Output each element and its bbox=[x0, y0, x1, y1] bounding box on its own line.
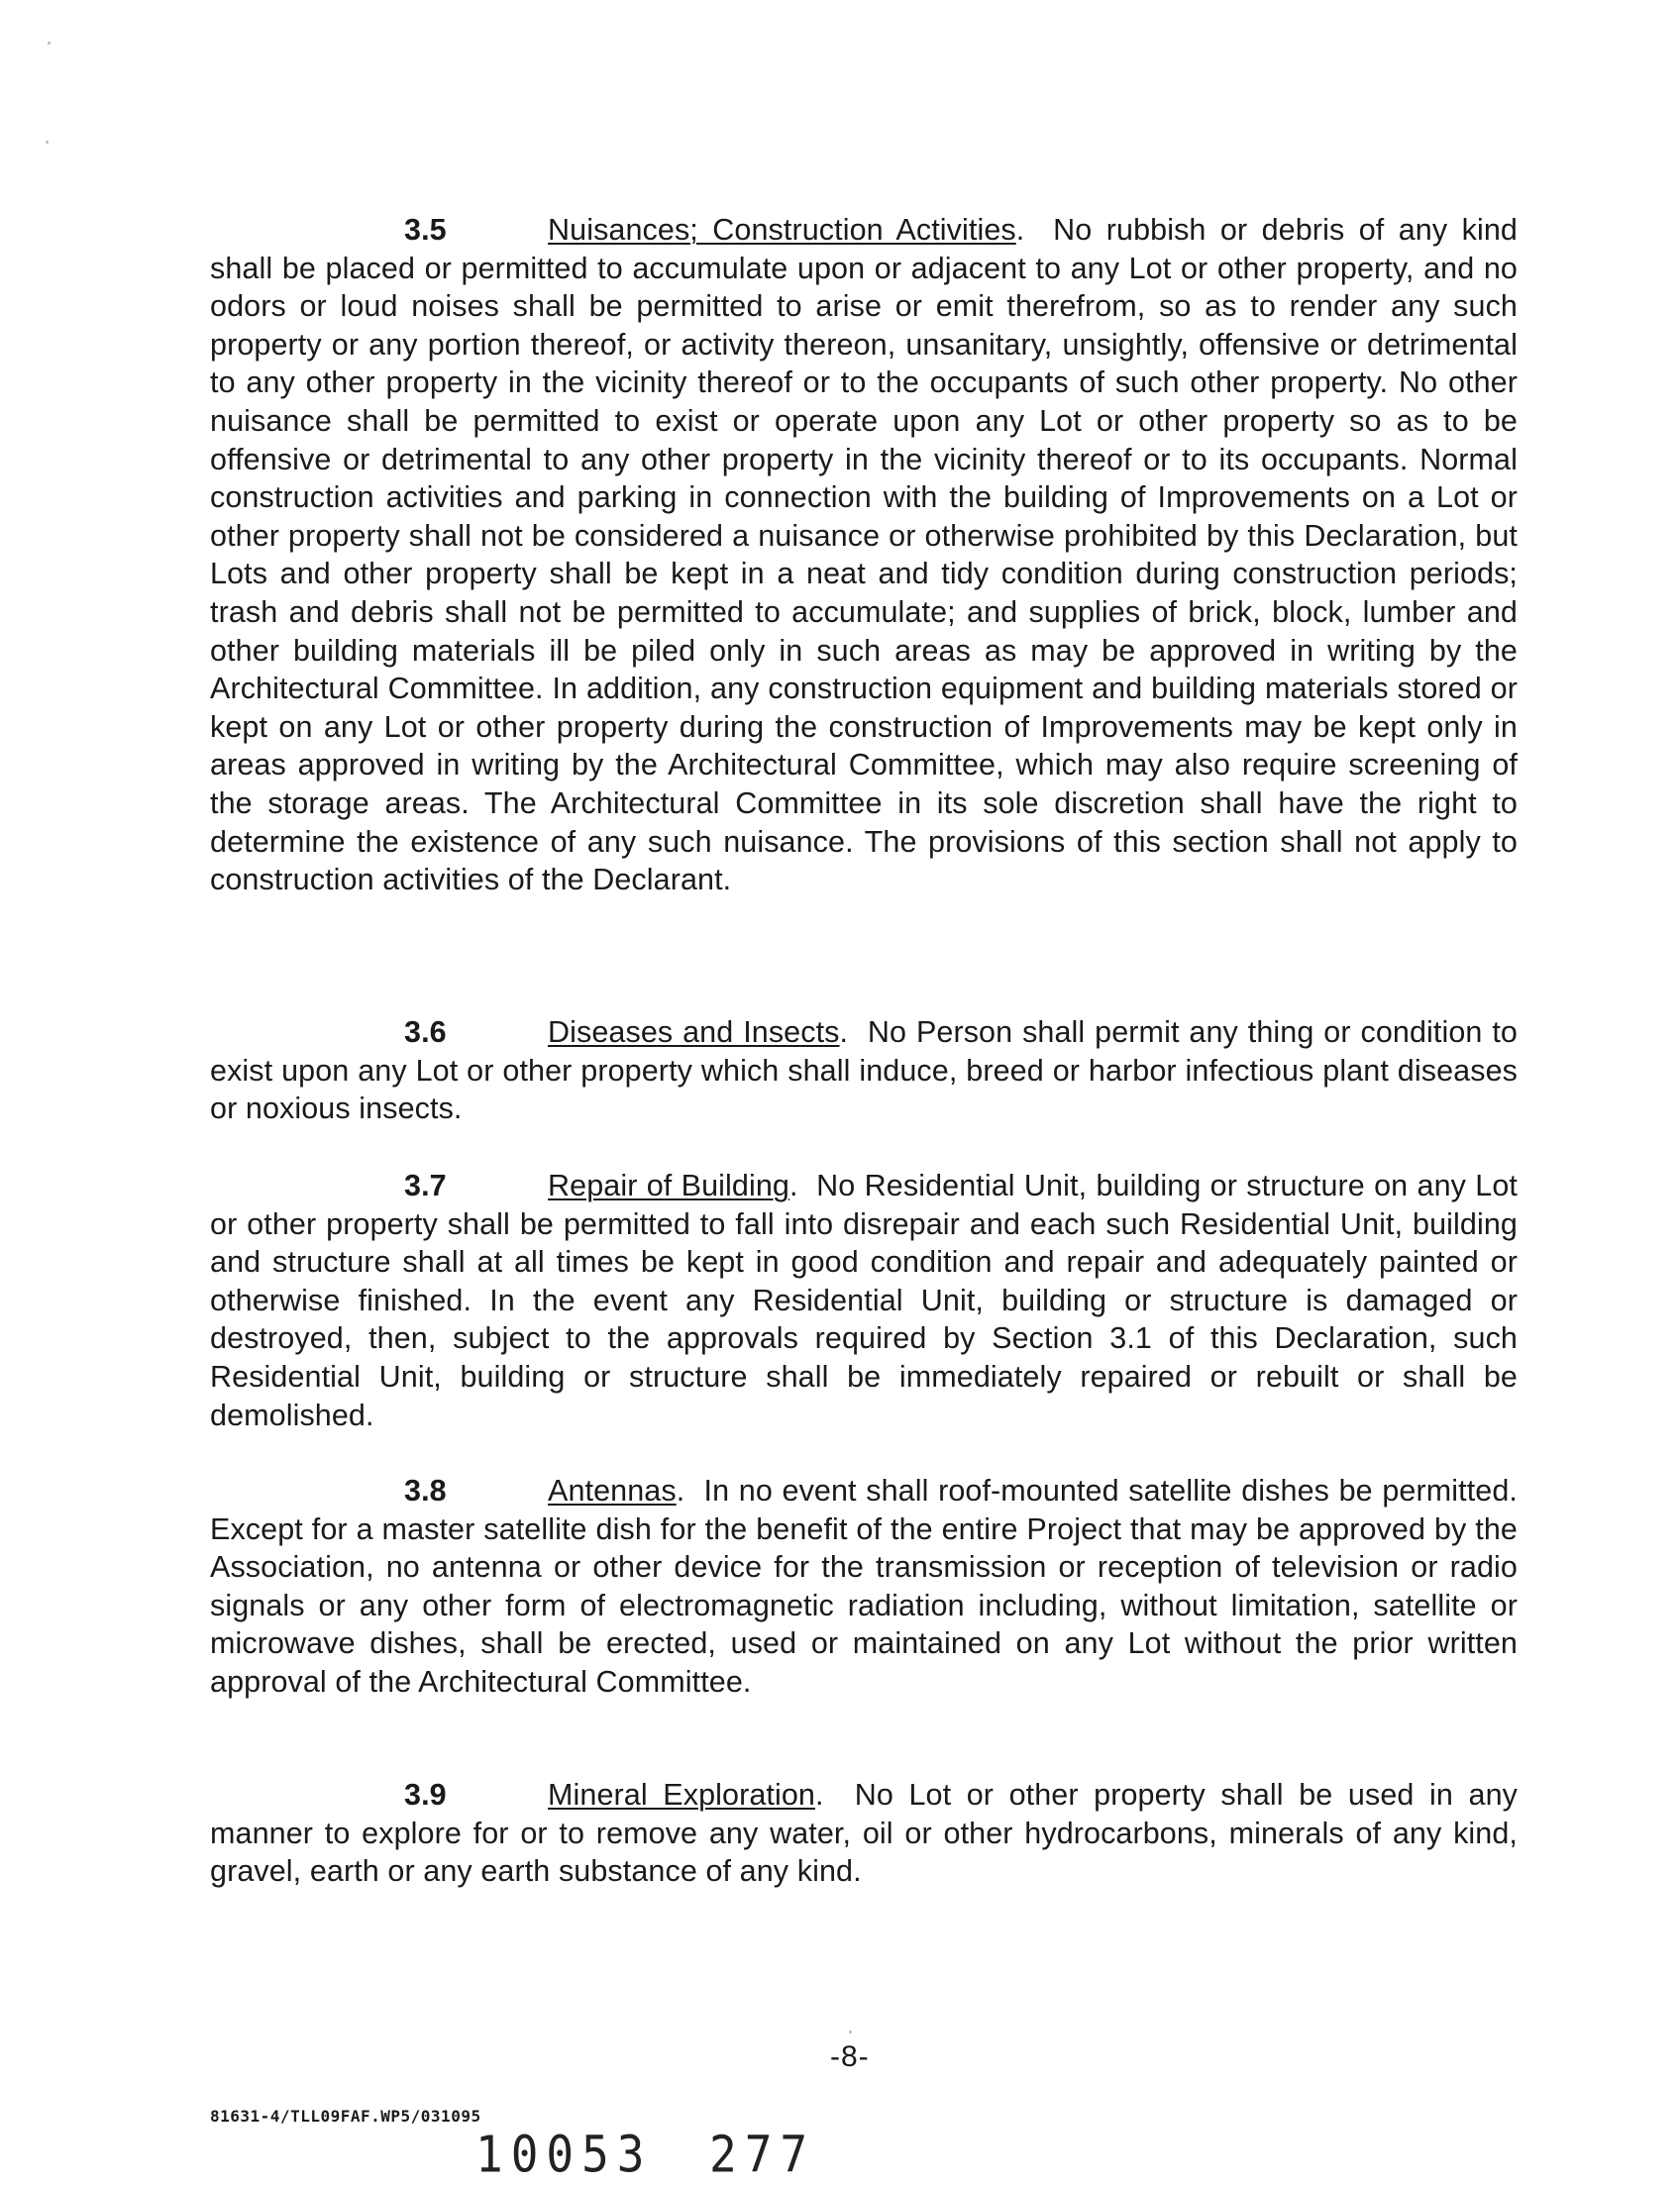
recording-page-stamp: 277 bbox=[709, 2125, 816, 2184]
heading-period: . bbox=[789, 1169, 817, 1202]
section-body: No rubbish or debris of any kind shall be placed or permitted to accumulate upon or adjacent to any Lot or other property, and no odors or loud noises shall be permitted to arise or emit therefrom, so as to render any such property or any portion thereof, or activity thereon, unsanitary, unsightly, offensive or detrimental to any other property in the vicinity thereof or to the occupants of such other property. No other nuisance shall be permitted to exist or operate upon any Lot or other property so as to be offensive or detrimental to any other property in the vicinity thereof or to its occupants. Normal construction activities and parking in connection with the building of Improvements on a Lot or other property shall not be considered a nuisance or otherwise prohibited by this Declaration, but Lots and other property shall be kept in a neat and tidy condition during construction periods; trash and debris shall not be permitted to accumulate; and supplies of brick, block, lumber and other building materials ill be piled only in such areas as may be approved in writing by the Architectural Committee. In addition, any construction equipment and building materials stored or kept on any Lot or other property during the construction of Improvements may be kept only in areas approved in writing by the Architectural Committee, which may also require screening of the storage areas. The Architectural Committee in its sole discretion shall have the right to determine the existence of any such nuisance. The provisions of this section shall not apply to construction activities of the Declarant. bbox=[210, 213, 1518, 897]
scan-speck bbox=[48, 42, 51, 45]
recording-book-stamp: 10053 bbox=[475, 2125, 653, 2184]
section-heading: Repair of Building bbox=[548, 1169, 789, 1202]
section-3-7 bbox=[210, 1167, 1518, 1434]
section-3-6 bbox=[210, 1013, 1518, 1128]
section-3-9 bbox=[210, 1776, 1518, 1891]
section-body: In no event shall roof-mounted satellite dishes be permitted. Except for a master satellite dish for the benefit of the entire Project that may be approved by the Association, no antenna or other device for the transmission or reception of television or radio signals or any other form of electromagnetic radiation including, without limitation, satellite or microwave dishes, shall be erected, used or maintained on any Lot without the prior written approval of the Architectural Committee. bbox=[210, 1474, 1518, 1699]
section-body: No Lot or other property shall be used in any manner to explore for or to remove any water, oil or other hydrocarbons, minerals of any kind, gravel, earth or any earth substance of any kind. bbox=[210, 1778, 1519, 1889]
section-number: 3.5 bbox=[404, 213, 447, 247]
section-heading: Antennas bbox=[548, 1474, 677, 1508]
section-body: No Residential Unit, building or structure on any Lot or other property shall be permitted to fall into disrepair and each such Residential Unit, building and structure shall at all times be kept in good condition and repair and adequately painted or otherwise finished. In the event any Residential Unit, building or structure is damaged or destroyed, then, subject to the approvals required by Section 3.1 of this Declaration, such Residential Unit, building or structure shall be immediately repaired or rebuilt or shall be demolished. bbox=[210, 1169, 1519, 1432]
section-heading: Mineral Exploration bbox=[548, 1778, 815, 1812]
heading-period: . bbox=[814, 1778, 855, 1812]
scan-speck bbox=[46, 141, 49, 144]
section-number: 3.7 bbox=[404, 1169, 447, 1202]
heading-period: . bbox=[839, 1015, 868, 1049]
section-number: 3.6 bbox=[404, 1015, 447, 1049]
heading-period: . bbox=[1015, 213, 1054, 247]
section-heading: Diseases and Insects bbox=[548, 1015, 840, 1049]
section-body: No Person shall permit any thing or condition to exist upon any Lot or other property which shall induce, breed or harbor infectious plant diseases or noxious insects. bbox=[210, 1015, 1518, 1126]
section-3-5 bbox=[210, 211, 1518, 899]
section-number: 3.9 bbox=[404, 1778, 447, 1812]
heading-period: . bbox=[676, 1474, 704, 1508]
section-heading: Nuisances; Construction Activities bbox=[548, 213, 1016, 247]
section-number: 3.8 bbox=[404, 1474, 447, 1508]
document-code: 81631-4/TLL09FAF.WP5/031095 bbox=[210, 2107, 481, 2126]
page-number: -8- bbox=[830, 2040, 870, 2073]
section-3-8 bbox=[210, 1472, 1518, 1702]
scan-speck bbox=[849, 2031, 852, 2033]
